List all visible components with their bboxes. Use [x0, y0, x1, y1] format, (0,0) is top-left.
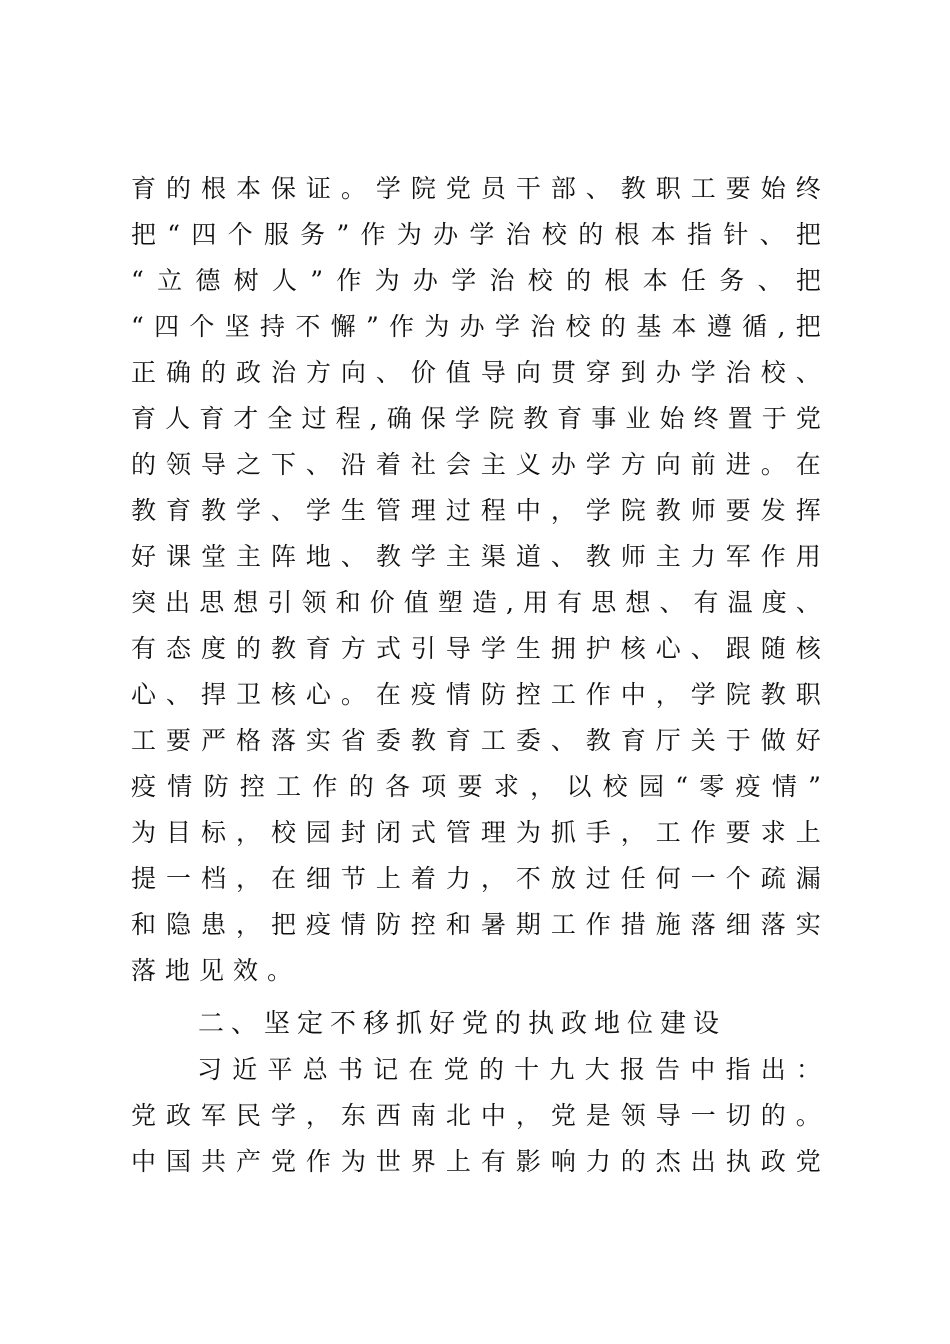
section-heading: 二、坚定不移抓好党的执政地位建设: [198, 1009, 727, 1039]
text-line: 心 、 捍 卫 核 心 。 在 疫 情 防 控 工 作 中 ， 学 院 教 职: [131, 680, 821, 709]
text-line: “ 立 德 树 人 ” 作 为 办 学 治 校 的 根 本 任 务 、 把: [131, 266, 821, 295]
text-line: 正 确 的 政 治 方 向 、 价 值 导 向 贯 穿 到 办 学 治 校 、: [131, 358, 821, 387]
text-line: 疫 情 防 控 工 作 的 各 项 要 求 ， 以 校 园 “ 零 疫 情 ”: [131, 772, 821, 801]
body-paragraph-2: [131, 1047, 821, 1185]
text-line: 好 课 堂 主 阵 地 、 教 学 主 渠 道 、 教 师 主 力 军 作 用: [131, 542, 821, 571]
text-line: 为 目 标 ， 校 园 封 闭 式 管 理 为 抓 手 ， 工 作 要 求 上: [131, 818, 821, 847]
text-line: 突 出 思 想 引 领 和 价 值 塑 造 , 用 有 思 想 、 有 温 度 、: [131, 588, 821, 617]
text-line: 中 国 共 产 党 作 为 世 界 上 有 影 响 力 的 杰 出 执 政 党: [131, 1147, 821, 1176]
text-line: 有 态 度 的 教 育 方 式 引 导 学 生 拥 护 核 心 、 跟 随 核: [131, 634, 821, 663]
text-line: 的 领 导 之 下 、 沿 着 社 会 主 义 办 学 方 向 前 进 。 在: [131, 450, 821, 479]
text-line: 育 人 育 才 全 过 程 , 确 保 学 院 教 育 事 业 始 终 置 于 党: [131, 404, 821, 433]
text-line: “ 四 个 坚 持 不 懈 ” 作 为 办 学 治 校 的 基 本 遵 循 , 把: [131, 312, 821, 341]
text-line: 工 要 严 格 落 实 省 委 教 育 工 委 、 教 育 厅 关 于 做 好: [131, 726, 821, 755]
text-line: 提 一 档 ， 在 细 节 上 着 力 ， 不 放 过 任 何 一 个 疏 漏: [131, 864, 821, 893]
text-line: 习 近 平 总 书 记 在 党 的 十 九 大 报 告 中 指 出 ：: [197, 1055, 821, 1084]
text-line: 落地见效。: [131, 956, 302, 985]
text-line: 教 育 教 学 、 学 生 管 理 过 程 中 ， 学 院 教 师 要 发 挥: [131, 496, 821, 525]
text-line: 和 隐 患 ， 把 疫 情 防 控 和 暑 期 工 作 措 施 落 细 落 实: [131, 910, 821, 939]
text-line: 育 的 根 本 保 证 。 学 院 党 员 干 部 、 教 职 工 要 始 终: [131, 174, 821, 203]
body-paragraph-1: [131, 166, 821, 994]
text-line: 把 “ 四 个 服 务 ” 作 为 办 学 治 校 的 根 本 指 针 、 把: [131, 220, 821, 249]
text-line: 党 政 军 民 学 ， 东 西 南 北 中 ， 党 是 领 导 一 切 的 。: [131, 1101, 821, 1130]
